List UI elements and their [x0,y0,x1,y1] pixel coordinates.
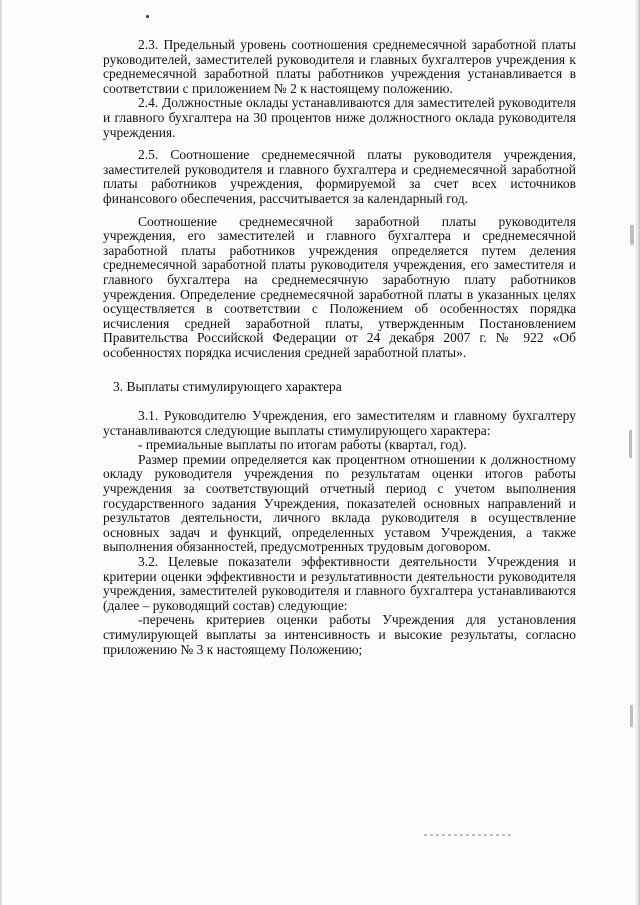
paragraph-3-2: 3.2. Целевые показатели эффективности деятельности Учреждения и критерии оценки эффективности и результативности деятельности руководителя учреждения, заместителей руководителя и главного бухгалтера устанавливаются (далее – руководящий состав) следующие: [103,554,576,613]
scan-left-edge [0,0,3,905]
scan-smudge [630,225,634,245]
paragraph-2-3: 2.3. Предельный уровень соотношения среднемесячной заработной платы руководителей, заместителей руководителя и главных бухгалтеров учреждения к среднемесячной заработной платы работников учреждения устанавливается в соответствии с приложением № 2 к настоящему положению. [103,37,576,96]
scan-dot [146,15,149,18]
scan-smudge [630,705,633,727]
scan-smudge [629,430,632,458]
document-body [103,38,576,657]
paragraph-criteria-list: -перечень критериев оценки работы Учреждения для установления стимулирующей выплаты за интенсивность и высокие результаты, согласно приложению № 3 к настоящему Положению; [103,612,576,657]
paragraph-bonus-size: Размер премии определяется как процентном отношении к должностному окладу руководителя учреждения по результатам оценки итогов работы учреждения за соответствующий отчетный период с учетом выполнения государственного задания Учреждения, показателей основных направлений и результатов деятельности, личного вклада руководителя в осуществление основных задач и функций, определенных уставом Учреждения, а также выполнения обязанностей, предусмотренных трудовым договором. [103,451,576,555]
section-heading: 3. Выплаты стимулирующего характера [113,379,342,395]
paragraph-ratio: Соотношение среднемесячной заработной платы руководителя учреждения, его заместителей и главного бухгалтера и среднемесячной заработной платы работников учреждения определяется путем деления среднемесячной заработной платы руководителя учреждения, его заместителя и главного бухгалтера на среднемесячную заработную плату работников учреждения. Определение среднемесячной заработной платы в указанных целях осуществляется в соответствии с Положением об особенностях порядка исчисления средней заработной платы, утвержденным Постановлением Правительства Российской Федерации от 24 декабря 2007 г. № 922 «Об особенностях порядка исчисления средней заработной платы». [103,213,576,360]
paragraph-2-4: 2.4. Должностные оклады устанавливаются для заместителей руководителя и главного бухгалтера на 30 процентов ниже должностного оклада руководителя учреждения. [103,95,576,140]
scan-right-edge [634,0,640,905]
paragraph-bonus-item: - премиальные выплаты по итогам работы (квартал, год). [138,437,467,453]
paragraph-3-1: 3.1. Руководителю Учреждения, его заместителям и главному бухгалтеру устанавливаются следующие выплаты стимулирующего характера: [103,408,576,438]
scan-footer-mark [424,834,512,836]
paragraph-2-5: 2.5. Соотношение среднемесячной платы руководителя учреждения, заместителей руководителя и главного бухгалтера и среднемесячной заработной платы работников учреждения, формируемой за счет всех источников финансового обеспечения, рассчитывается за календарный год. [103,147,576,206]
